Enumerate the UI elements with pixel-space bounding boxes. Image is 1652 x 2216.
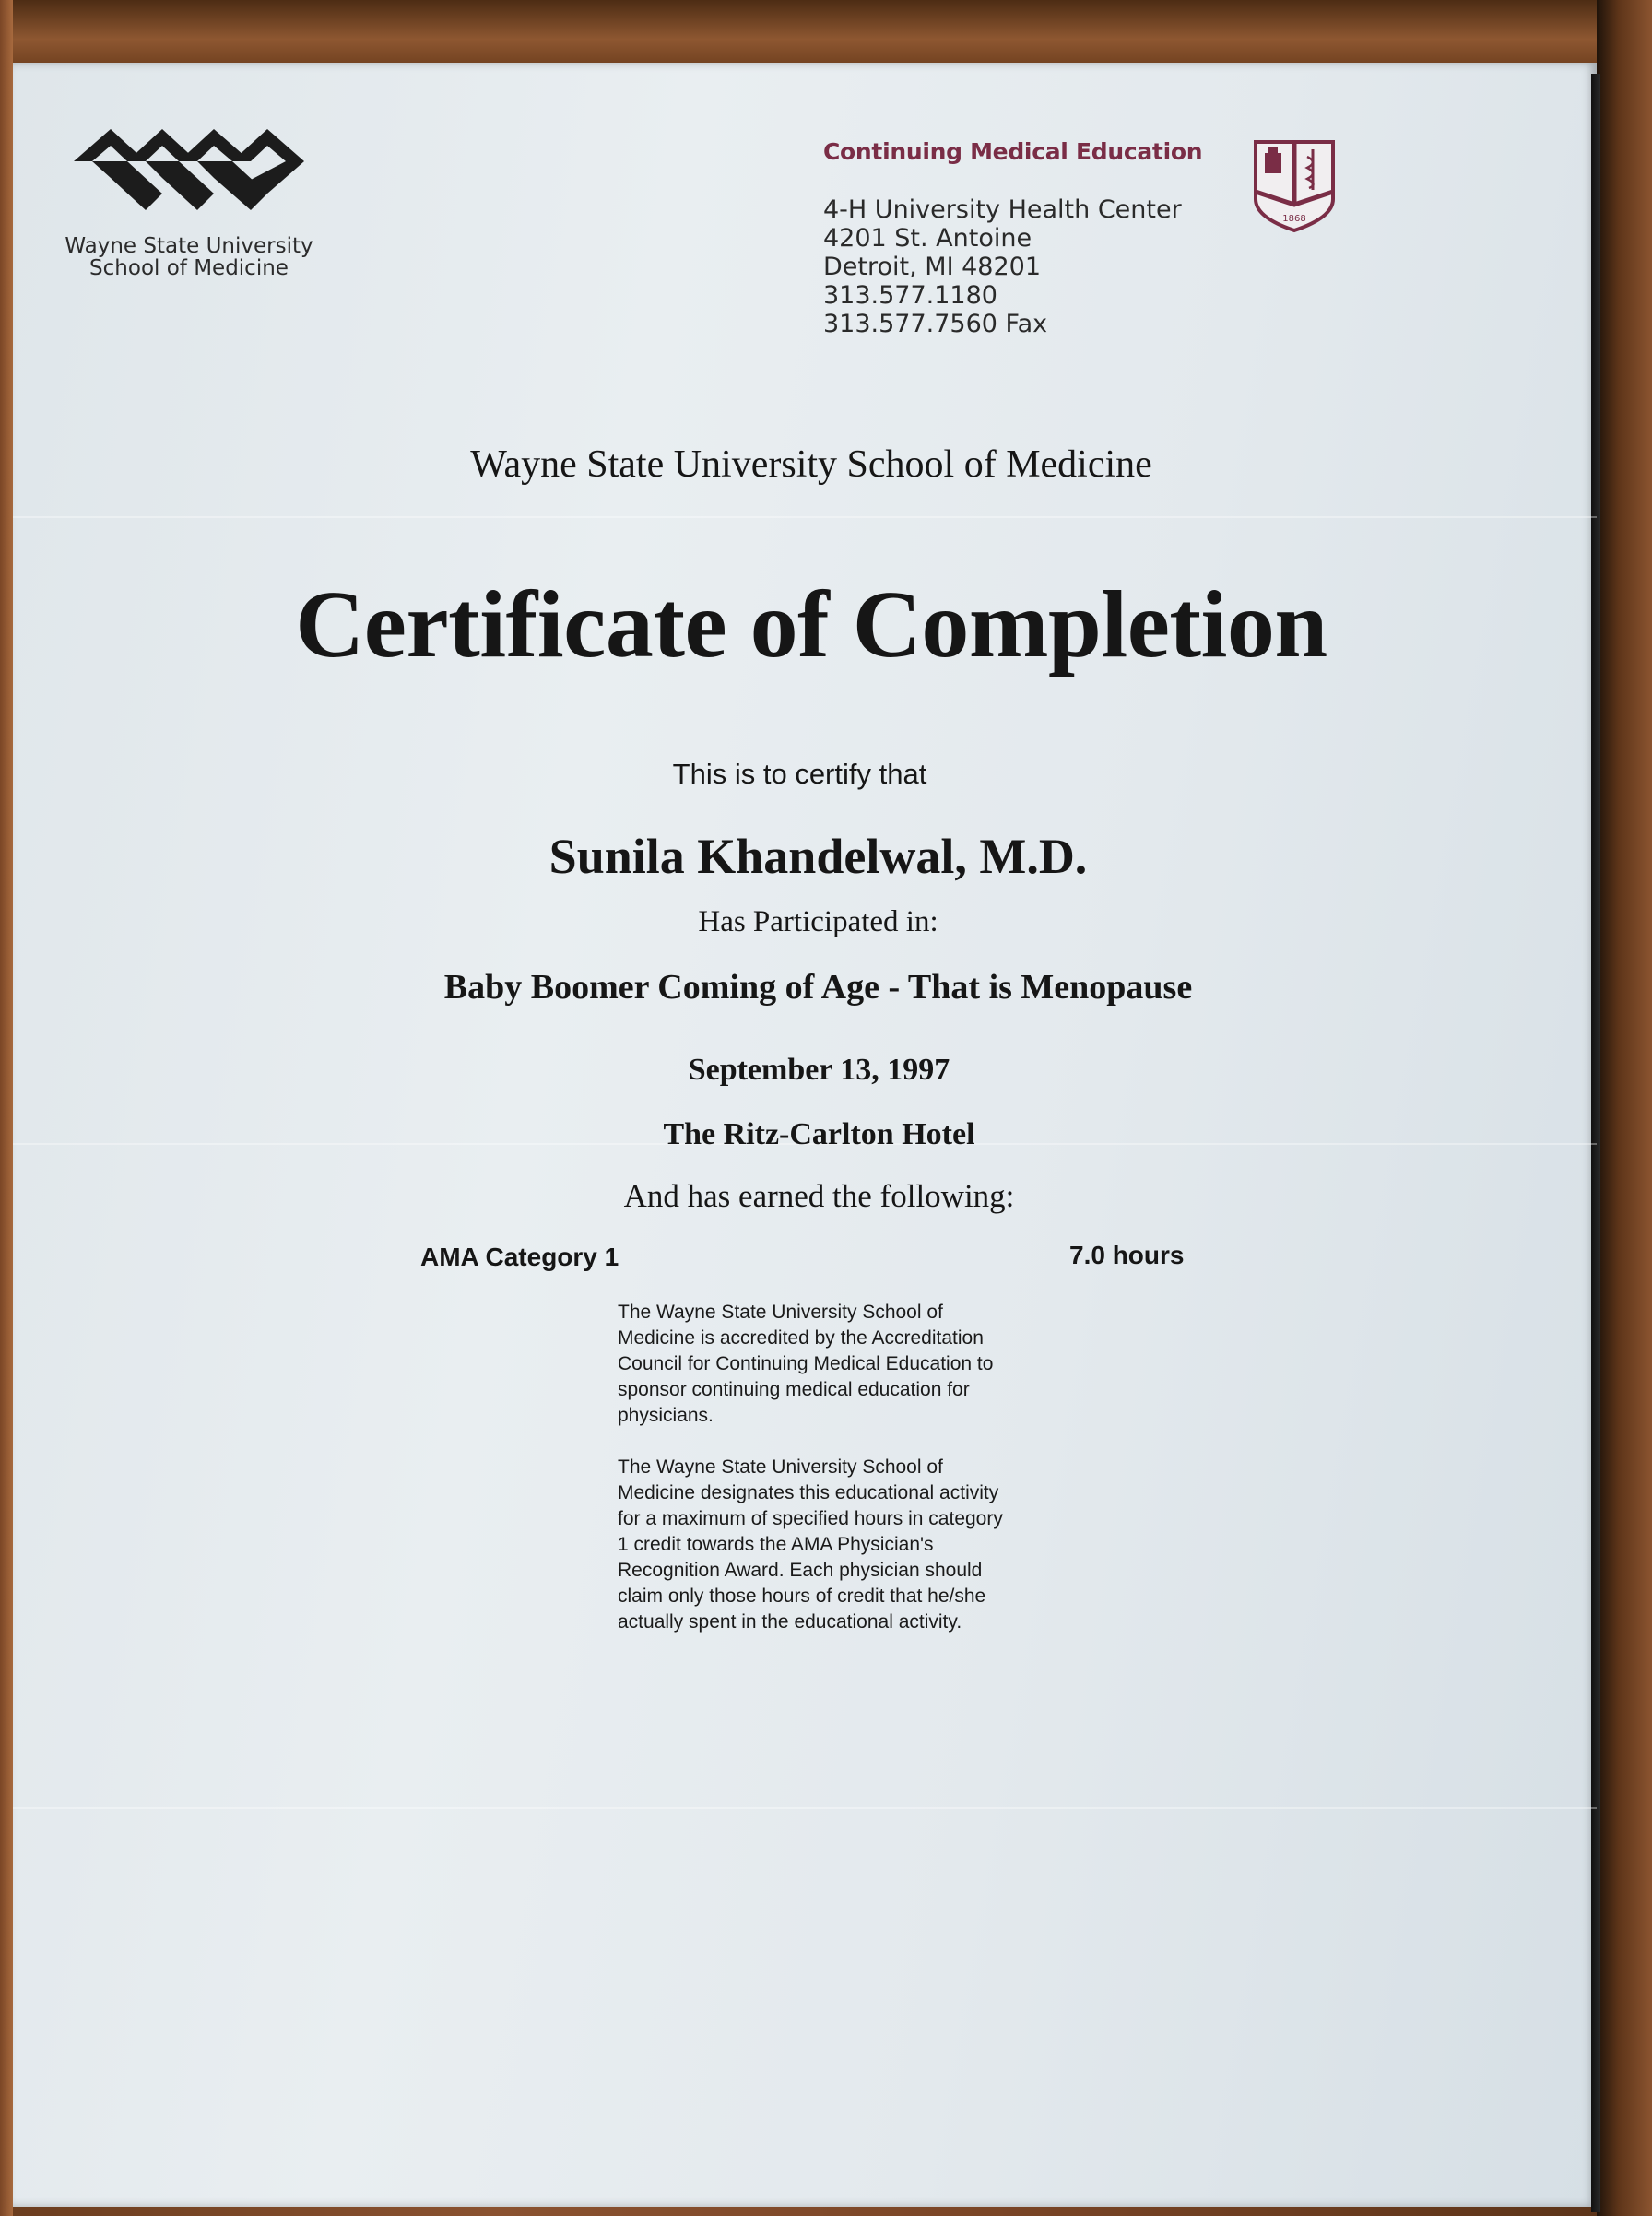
event-venue: The Ritz-Carlton Hotel [663,1117,975,1151]
frame-left-rail [0,0,13,2216]
address-block [823,195,1182,338]
recipient-name: Sunila Khandelwal, M.D. [549,829,1088,884]
credit-category: AMA Category 1 [420,1243,620,1271]
address-line: 313.577.7560 Fax [823,310,1048,338]
address-line: Detroit, MI 48201 [823,253,1041,281]
logo-caption [55,235,323,279]
paper-wrinkle [13,516,1597,518]
participated-text: Has Participated in: [698,905,938,938]
paper-wrinkle [13,1807,1597,1809]
designation-statement: The Wayne State University School of Medicine designates this educational activity for a maximum of specified hours in category 1 credit towards the AMA Physician's Recognition Award. Each physician should claim only those hours of credit that he/she actually spent in the educational activity. [618,1456,1003,1633]
frame-top-rail [0,0,1652,72]
frame-right-rail [1597,0,1652,2216]
wayne-state-logo-icon [74,129,304,221]
credit-hours: 7.0 hours [1069,1241,1185,1269]
logo-caption-line2: School of Medicine [89,256,289,280]
school-seal-icon [1252,138,1337,234]
certify-text: This is to certify that [672,758,927,790]
course-title: Baby Boomer Coming of Age - That is Menopause [443,968,1193,1007]
address-line: 4201 St. Antoine [823,224,1032,253]
certificate-title: Certificate of Completion [295,572,1328,678]
logo-caption-line1: Wayne State University [65,234,313,258]
address-line: 313.577.1180 [823,281,997,310]
address-line: 4-H University Health Center [823,195,1182,224]
event-date: September 13, 1997 [688,1053,950,1087]
accreditation-statement: The Wayne State University School of Medicine is accredited by the Accreditation Council for Continuing Medical Education to sponsor continuing medical education for physicians. [618,1302,994,1426]
institution-name: Wayne State University School of Medicine [470,443,1152,486]
earned-text: And has earned the following: [623,1178,1015,1214]
seal-year: 1868 [1282,214,1306,224]
cme-title: Continuing Medical Education [823,138,1203,165]
